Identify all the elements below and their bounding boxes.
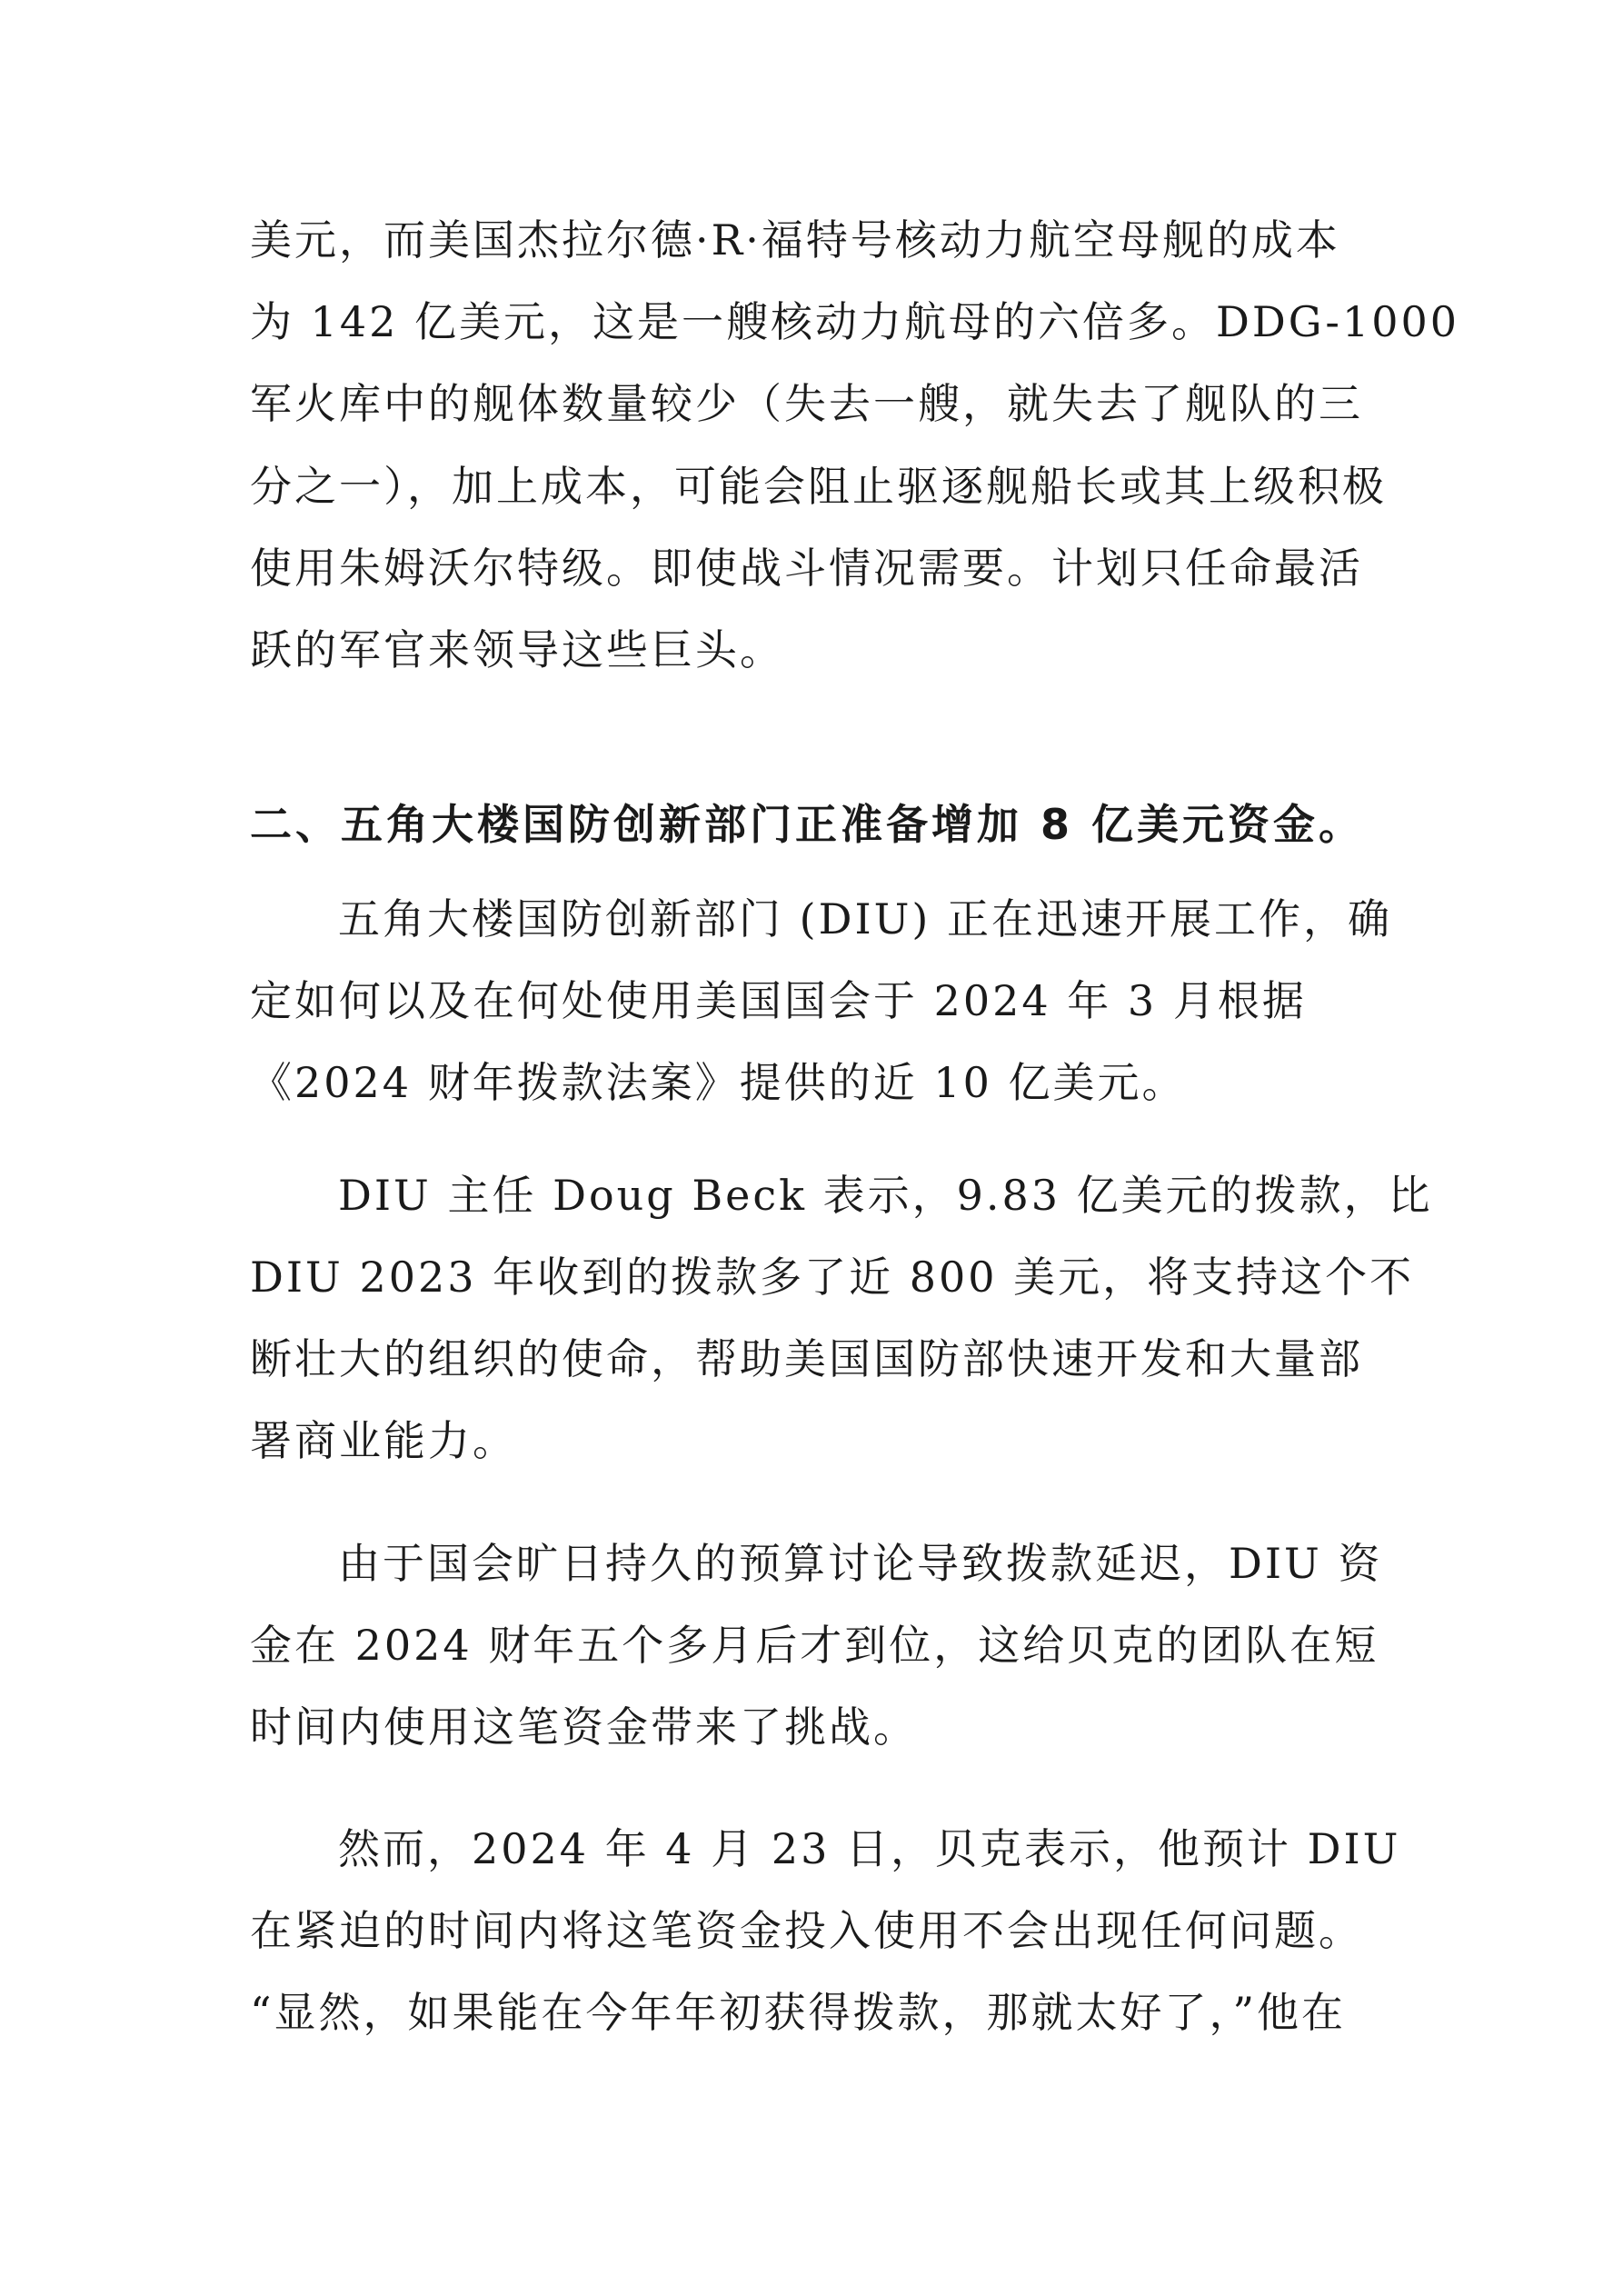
paragraph-1-line-3: 《2024 财年拨款法案》提供的近 10 亿美元。 — [250, 1058, 1187, 1107]
intro-line-5: 使用朱姆沃尔特级。即使战斗情况需要。计划只任命最活 — [250, 544, 1363, 593]
paragraph-1-line-2: 定如何以及在何处使用美国国会于 2024 年 3 月根据 — [250, 976, 1307, 1025]
paragraph-2-line-3: 断壮大的组织的使命，帮助美国国防部快速开发和大量部 — [250, 1334, 1363, 1383]
intro-line-2: 为 142 亿美元，这是一艘核动力航母的六倍多。DDG-1000 — [250, 297, 1460, 346]
section-heading: 二、五角大楼国防创新部门正准备增加 8 亿美元资金。 — [250, 800, 1365, 849]
paragraph-2-line-1: DIU 主任 Doug Beck 表示，9.83 亿美元的拨款，比 — [338, 1171, 1433, 1220]
paragraph-1-line-1: 五角大楼国防创新部门 (DIU) 正在迅速开展工作，确 — [338, 894, 1392, 943]
paragraph-3-line-2: 金在 2024 财年五个多月后才到位，这给贝克的团队在短 — [250, 1621, 1379, 1670]
paragraph-4-line-2: 在紧迫的时间内将这笔资金投入使用不会出现任何问题。 — [250, 1906, 1363, 1955]
intro-line-4: 分之一），加上成本，可能会阻止驱逐舰船长或其上级积极 — [250, 462, 1387, 511]
intro-line-6: 跃的军官来领导这些巨头。 — [250, 625, 784, 674]
intro-line-1: 美元，而美国杰拉尔德·R·福特号核动力航空母舰的成本 — [250, 215, 1340, 265]
paragraph-2-line-4: 署商业能力。 — [250, 1416, 517, 1465]
paragraph-3-line-3: 时间内使用这笔资金带来了挑战。 — [250, 1702, 918, 1752]
intro-line-3: 军火库中的舰体数量较少（失去一艘，就失去了舰队的三 — [250, 379, 1363, 428]
paragraph-2-line-2: DIU 2023 年收到的拨款多了近 800 美元，将支持这个不 — [250, 1253, 1415, 1302]
paragraph-4-line-1: 然而，2024 年 4 月 23 日，贝克表示，他预计 DIU — [338, 1824, 1401, 1873]
paragraph-4-line-3: “显然，如果能在今年年初获得拨款，那就太好了，”他在 — [250, 1988, 1347, 2037]
paragraph-3-line-1: 由于国会旷日持久的预算讨论导致拨款延迟，DIU 资 — [338, 1539, 1383, 1588]
